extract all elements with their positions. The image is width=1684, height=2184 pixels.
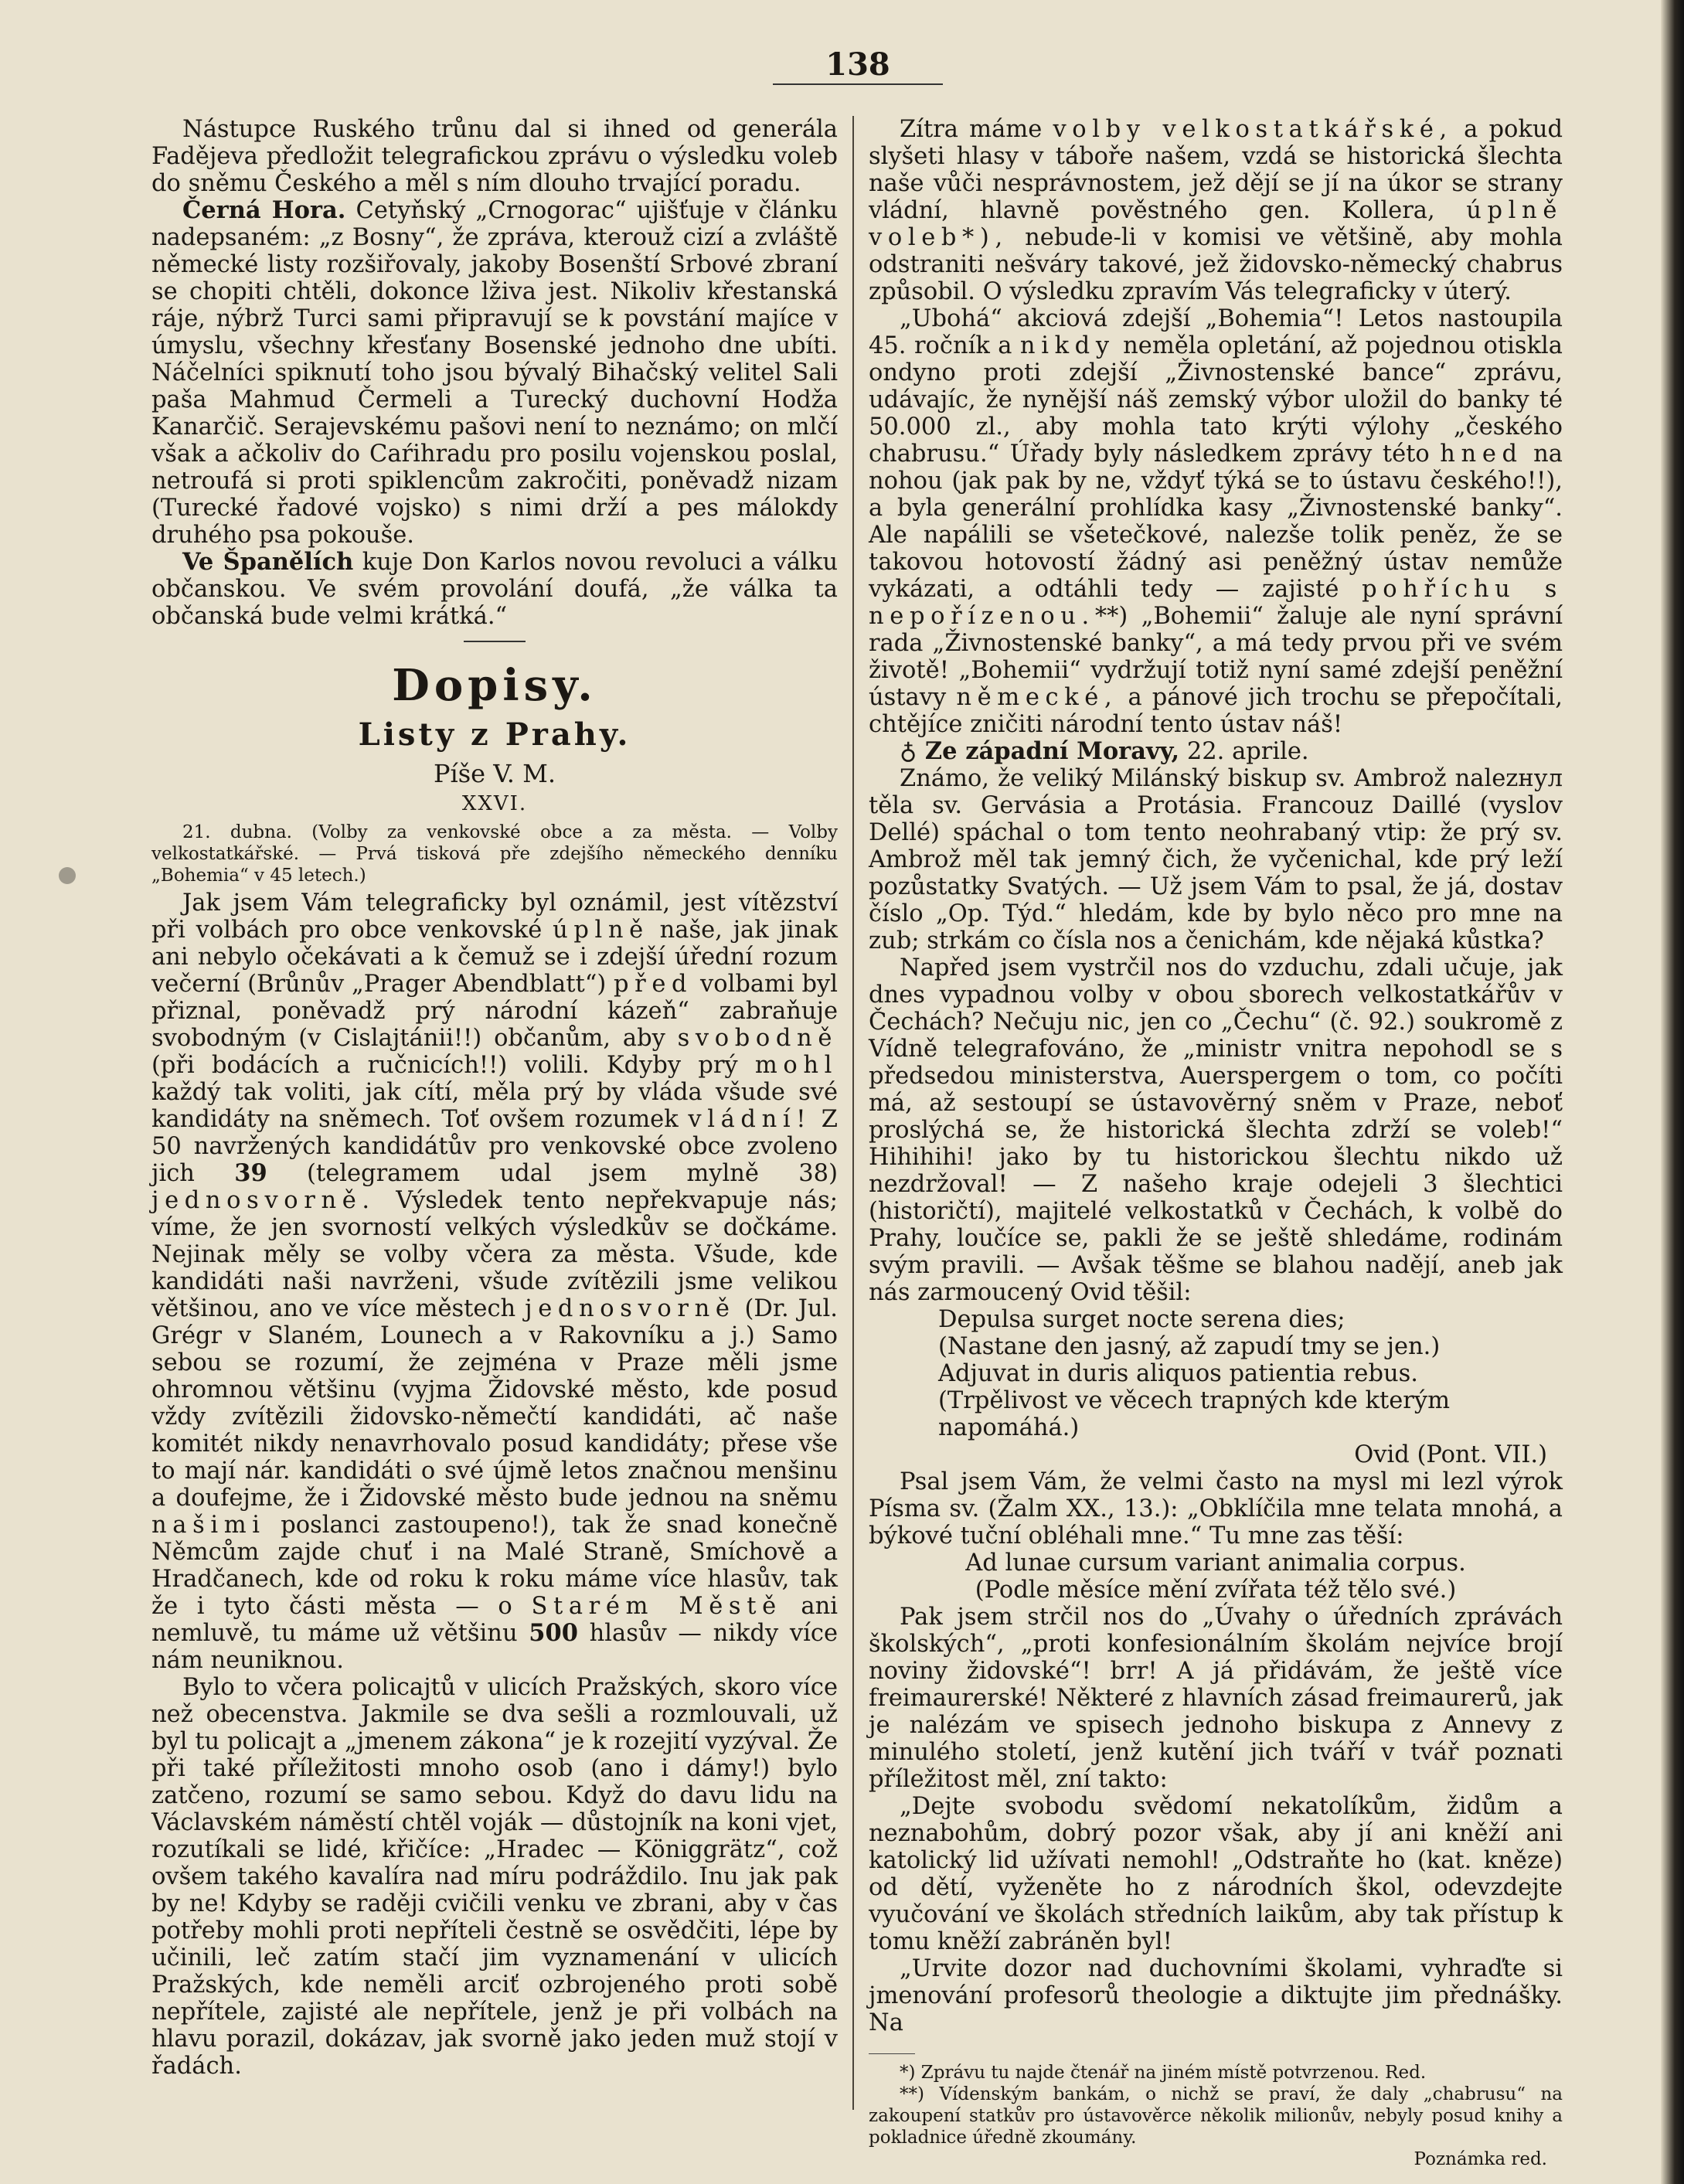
article-number: XXVI. — [461, 792, 528, 815]
spaced-emphasis: nikdy — [1019, 332, 1115, 359]
spaced-emphasis: našimi — [151, 1512, 266, 1539]
section-separator — [464, 641, 526, 642]
text-spanelsko: kuje Don Karlos novou revoluci a válku občanskou. Ve svém provolání doufá, „že válka ta občanská bude velmi krátká.“ — [151, 549, 838, 630]
article-title-listy: Listy z Prahy. — [358, 716, 631, 753]
paragraph-ambroz: Známo, že veliký Milánský biskup sv. Ambrož nalezнул těla sv. Gervásia a Protásia. Francouz Daillé (vyslov Dellé) spáchal o tom tento neohrabaný vtip: že prý sv. Ambrož měl tak jemný čich, že vyčenichal, kde prý leží pozůstatky Svatých. — Už jsem Vám to psal, že já, dostav číslo „Op. Týd.“ hledám, kde by bylo něco pro mne na zub; strkám co čísla nos a čenichám, kde nějaká kůstka? — [869, 765, 1563, 954]
spaced-emphasis: svobodně — [677, 1025, 838, 1052]
bold-number: 39 — [234, 1159, 267, 1187]
left-column — [151, 116, 838, 2080]
paragraph-bohemia — [869, 305, 1563, 738]
text-run: Z 50 navržených kandidátův pro venkovské obce zvoleno jich — [151, 1106, 839, 1187]
article-author: Píše V. M. — [433, 759, 556, 788]
text-run: nebude-li v komisi ve většině, aby mohla odstraniti nešváry takové, jež židovsko-německý chabrus způsobil. O výsledku zpravím Vás telegraficky v úterý. — [869, 224, 1563, 305]
text-run: „Ubohá“ akciová zdejší „Bohemia“! Letos nastoupila 45. ročník a — [869, 305, 1563, 359]
paragraph-svoboda-svedomi: „Dejte svobodu svědomí nekatolíkům, židům a neznabohům, dobrý pozor však, aby jí ani kněží ani katolický lid užívati nemohl! „Odstraňte ho (kat. kněze) od dětí, vyženěte ho z národních škol, odevzdejte vyučování ve školách středních laikům, aby tak přístup k tomu kněží zabráněn byl! — [869, 1793, 1563, 1955]
footnote-2: **) Vídenským bankám, o nichž se praví, že daly „chabrusu“ na zakoupení statkův pro ústavověrce několik milionův, nebyly posud knihy a pokladnice úředně zkoumány. — [869, 2084, 1563, 2148]
page-number-rule — [773, 83, 943, 85]
spaced-emphasis: úplně voleb*), — [869, 197, 1563, 251]
text-run: a pánové jich trochu se přepočítali, chtějíce zničiti národní tento ústav náš! — [869, 684, 1563, 738]
column-divider — [852, 116, 854, 2110]
text-run: poslanci zastoupeno!), tak že snad konečně Němcům zajde chuť i na Malé Straně, Smíchově a Hradčanech, kde od roku k roku máme více hlasův, tak že i tyto části města — o — [151, 1512, 838, 1620]
paragraph-policajti: Bylo to včera policajtů v ulicích Pražských, skoro více než obecenstva. Jakmile se dva sešli a rozmlouvali, už byl tu policajt a „jmenem zákona“ je k rozejití vyzýval. Že při také příležitosti mnoho osob (ano i dámy!) bylo zatčeno, rozumí se samo sebou. Když do davu lidu na Václavském náměstí chtěl voják — důstojník na koni vjet, rozutíkali se lidé, křičíce: „Hradec — Königgrätz“, což ovšem takého kavalíra nad míru podráždilo. Inu jak pak by ne! Kdyby se raději cvičili venku ve zbrani, aby v čas potřeby mohli proti nepříteli čestně se osvědčiti, lépe by učinili, leč zatím stačí jim vyznamenání v ulicích Pražských, kde neměli arciť ozbrojeného proti sobě nepřítele, zajisté ale nepřítele, jenž je při volbách na hlavu porazil, dokázav, jak svorně jako jeden muž stojí v řadách. — [151, 1674, 838, 2080]
text-run: **) „Bohemii“ žaluje ale nyní správní rada „Živnostenské banky“, a má tedy prvou při ve svém životě! „Bohemii“ vydržují totiž nyní samé zdejší peněžní ústavy — [869, 603, 1563, 711]
paragraph-cerna-hora — [151, 197, 838, 549]
section-title-dopisy: Dopisy. — [392, 660, 597, 711]
paragraph-volby — [151, 890, 838, 1674]
spaced-emphasis: volby velkostatkářské, — [1053, 116, 1453, 143]
verse-line: Ad lunae cursum variant animalia corpus. — [965, 1550, 1466, 1577]
verse-source: Ovid (Pont. VII.) — [1354, 1441, 1547, 1468]
verse-line: Adjuvat in duris aliquos patientia rebus. — [938, 1360, 1418, 1387]
spaced-emphasis: mohl — [754, 1052, 838, 1079]
paragraph-spanelsko — [151, 549, 838, 630]
heading-ze-zapadni-moravy — [869, 738, 1563, 765]
verse-line: (Trpělivost ve věcech trapných kde kterým napomáhá.) — [938, 1387, 1451, 1441]
spaced-emphasis: jednosvorně — [525, 1295, 736, 1322]
paragraph-zalm: Psal jsem Vám, že velmi často na mysl mi lezl výrok Písma sv. (Žalm XX., 13.): „Obklíčila mne telata mnohá, a býkové tuční obléhali mne.“ Tu mne zas těší: — [869, 1468, 1563, 1550]
text-run: Výsledek tento nepřekvapuje nás; víme, že jen svorností velkých výsledkův se dočkáme. Nejinak měly se volby včera za města. Všude, kde kandidáti naši navrženi, všude zvítězili jsme velikou většinou, ano ve více městech — [151, 1187, 838, 1322]
text-run: a pokud slyšeti hlasy v táboře našem, vzdá se historická šlechta naše vůči nesprávnostem, jež dějí se jí na úkor se strany vládní, hlavně pověstného gen. Kollera, — [869, 116, 1563, 224]
text-cerna-hora: Cetyňský „Crnogorac“ ujišťuje v článku nadepsaném: „z Bosny“, že zpráva, kterouž cizí a zvláště německé listy rozšiřovaly, jakoby Bosenští Srbové zbraní se chopiti chtěli, dokonce lživa jest. Nikoliv křestanská ráje, nýbrž Turci sami připravují se k povstání majíce v úmyslu, všechny křesťany Bosenské jednoho dne ubíti. Náčelníci spiknutí toho jsou bývalý Bihačský velitel Sali paša Mahmud Čermeli a Turecký duchovní Hodža Kanarčič. Serajevskému pašovi není to neznámo; on mlčí však a ačkoliv do Caŕihradu pro posilu vojenskou poslal, netroufá si proti spiklencům zakročiti, poněvadž nizam (Turecké řadové vojsko) s nimi drží a pes málokdy druhého psa pokouše. — [151, 197, 838, 549]
right-column — [869, 116, 1563, 2170]
spaced-emphasis: pohříchu s nepořízenou. — [869, 576, 1563, 630]
verse-line: (Nastane den jasný, až zapudí tmy se jen.) — [938, 1333, 1441, 1360]
footnote-1: *) Zprávu tu najde čtenář na jiném místě potvrzenou. Red. — [900, 2063, 1427, 2083]
verse-line: Depulsa surget nocte serena dies; — [938, 1306, 1345, 1333]
page-number: 138 — [825, 46, 890, 83]
spaced-emphasis: úplně — [553, 917, 649, 944]
spaced-emphasis: německé, — [956, 684, 1118, 711]
article-summary: 21. dubna. (Volby za venkovské obce a za města. — Volby velkostatkářské. — Prvá tisková pře zdejšího německého denníku „Bohemia“ v 45 letech.) — [151, 822, 838, 886]
text-run: (při bodácích a ručnicích!!) volili. Kdyby prý — [151, 1052, 755, 1079]
heading-cerna-hora: Černá Hora. — [182, 196, 346, 224]
text-run: Zítra máme — [900, 116, 1053, 143]
paper-stain — [59, 867, 76, 884]
text-run: (Dr. Jul. Grégr v Slaném, Lounech a v Rakovníku a j.) Samo sebou se rozumí, že zejména v Praze měli jsme ohromnou většinu (vyjma Židovské město, kde posud vždy zvítězili židovsko-němečtí kandidáti, ač naše komitét nikdy nenavrhovalo posud kandidáty; přese vše to mají nár. kandidáti o své újmě letos značnou menšinu a doufejme, že i Židovské město bude jednou na sněmu — [151, 1295, 838, 1512]
paragraph-volby-velkostatku: Napřed jsem vystrčil nos do vzduchu, zdali učuje, jak dnes vypadnou volby v obou sborech velkostatkářův v Čechách? Nečuju nic, jen co „Čechu“ (č. 92.) soukromě z Vídně telegrafováno, že „ministr vnitra nepohodl se s předsedou ministerstva, Auerspergem o tom, co počíti má, až sestoupí se ústavověrný sněm v Praze, neboť proslýchá se, že historická šlechta zdrží se voleb!“ Hihihihi! jako by tu historickou šlechtu nikdo už nezdržoval! — Z našeho kraje odejeli 3 šlechtici (historičtí), majitelé velkostatků v Čechách, k volbě do Prahy, loučíce se, pakli že se ještě shledáme, rodinám svým pravili. — Avšak těšme se blahou nadějí, aneb jak nás zarmoucený Ovid těšil: — [869, 954, 1563, 1306]
binding-edge — [1661, 0, 1684, 2184]
paragraph-velkostatkari — [869, 116, 1563, 305]
text-run: naše, jak jinak ani nebylo očekávati a k čemuž se i zdejší úřední rozum večerní (Brůnův „Prager Abendblatt“) — [151, 917, 838, 998]
text-run: (telegramem udal jsem mylně 38) — [267, 1160, 838, 1187]
paragraph-fadejev: Nástupce Ruského trůnu dal si ihned od generála Fadějeva předložit telegrafickou zprávu o výsledku voleb do sněmu Českého a měl s ním dlouho trvající poradu. — [151, 116, 838, 197]
bold-number: 500 — [529, 1619, 578, 1647]
text-run: každý tak voliti, jak cítí, měla prý by vláda všude své kandidáty na sněmech. Toť ovšem rozumek — [151, 1079, 838, 1133]
text-run: hlasův — nikdy více nám neuniknou. — [151, 1620, 839, 1674]
paragraph-dozor: „Urvite dozor nad duchovními školami, vyhraďte si jmenování profesorů theologie a diktujte jim přednášky. Na — [869, 1955, 1563, 2036]
text-run: na nohou (jak pak by ne, vždyť týká se to ústavu českého!!), a byla generální prohlídka kasy „Živnostenské banky“. Ale napálili se všetečkové, nalezše tolik peněz, že se takovou hotovostí žádný asi peněžný ústav nemůže vykázati, a odtáhli tedy — zajisté — [869, 441, 1563, 603]
heading-date: 22. aprile. — [1179, 738, 1309, 765]
text-run: neměla opletání, až pojednou otiskla ondyno proti zdejší „Živnostenské bance“ zprávu, udávajíc, že nynější náš zemský výbor uložil do banky té 50.000 zl., aby mohla tato krýti výlohy „českého chabrusu.“ Úřady byly následkem zprávy této — [869, 332, 1563, 468]
paragraph-skolstvi: Pak jsem strčil nos do „Úvahy o úředních zprávách školských“, „proti konfesionálním školám nejvíce brojí noviny židovské“! brr! A já přidávám, že ještě více freimaurerské! Některé z hlavních zásad freimaurerů, jak je nalézám ve spisech jednoho biskupa z Annevy z minulého století, jenž kutění jich tváří v tvář poznati příležitost měl, zní takto: — [869, 1604, 1563, 1793]
spaced-emphasis: jednosvorně. — [151, 1187, 376, 1214]
spaced-emphasis: vládní! — [688, 1106, 812, 1133]
spaced-emphasis: hned — [1440, 441, 1523, 468]
spaced-emphasis: Starém Městě — [531, 1593, 782, 1620]
text-run: Jak jsem Vám telegraficky byl oznámil, jest vítězství při volbách pro obce venkovské — [151, 890, 838, 944]
verse-line: (Podle měsíce mění zvířata též tělo své.) — [975, 1577, 1457, 1604]
text-run: ani nemluvě, tu máme už většinu — [151, 1593, 839, 1647]
text-run: volbami byl přiznal, poněvadž prý národní kázeň“ zabraňuje svobodným (v Cislajtánii!!) občanům, aby — [151, 971, 838, 1052]
footnote-signature: Poznámka red. — [1414, 2149, 1547, 2169]
footnote-rule — [869, 2053, 915, 2054]
heading-morava: ♁ Ze západní Moravy, — [900, 737, 1180, 765]
spaced-emphasis: před — [614, 971, 693, 998]
heading-spanelsko: Ve Španělích — [182, 548, 354, 576]
